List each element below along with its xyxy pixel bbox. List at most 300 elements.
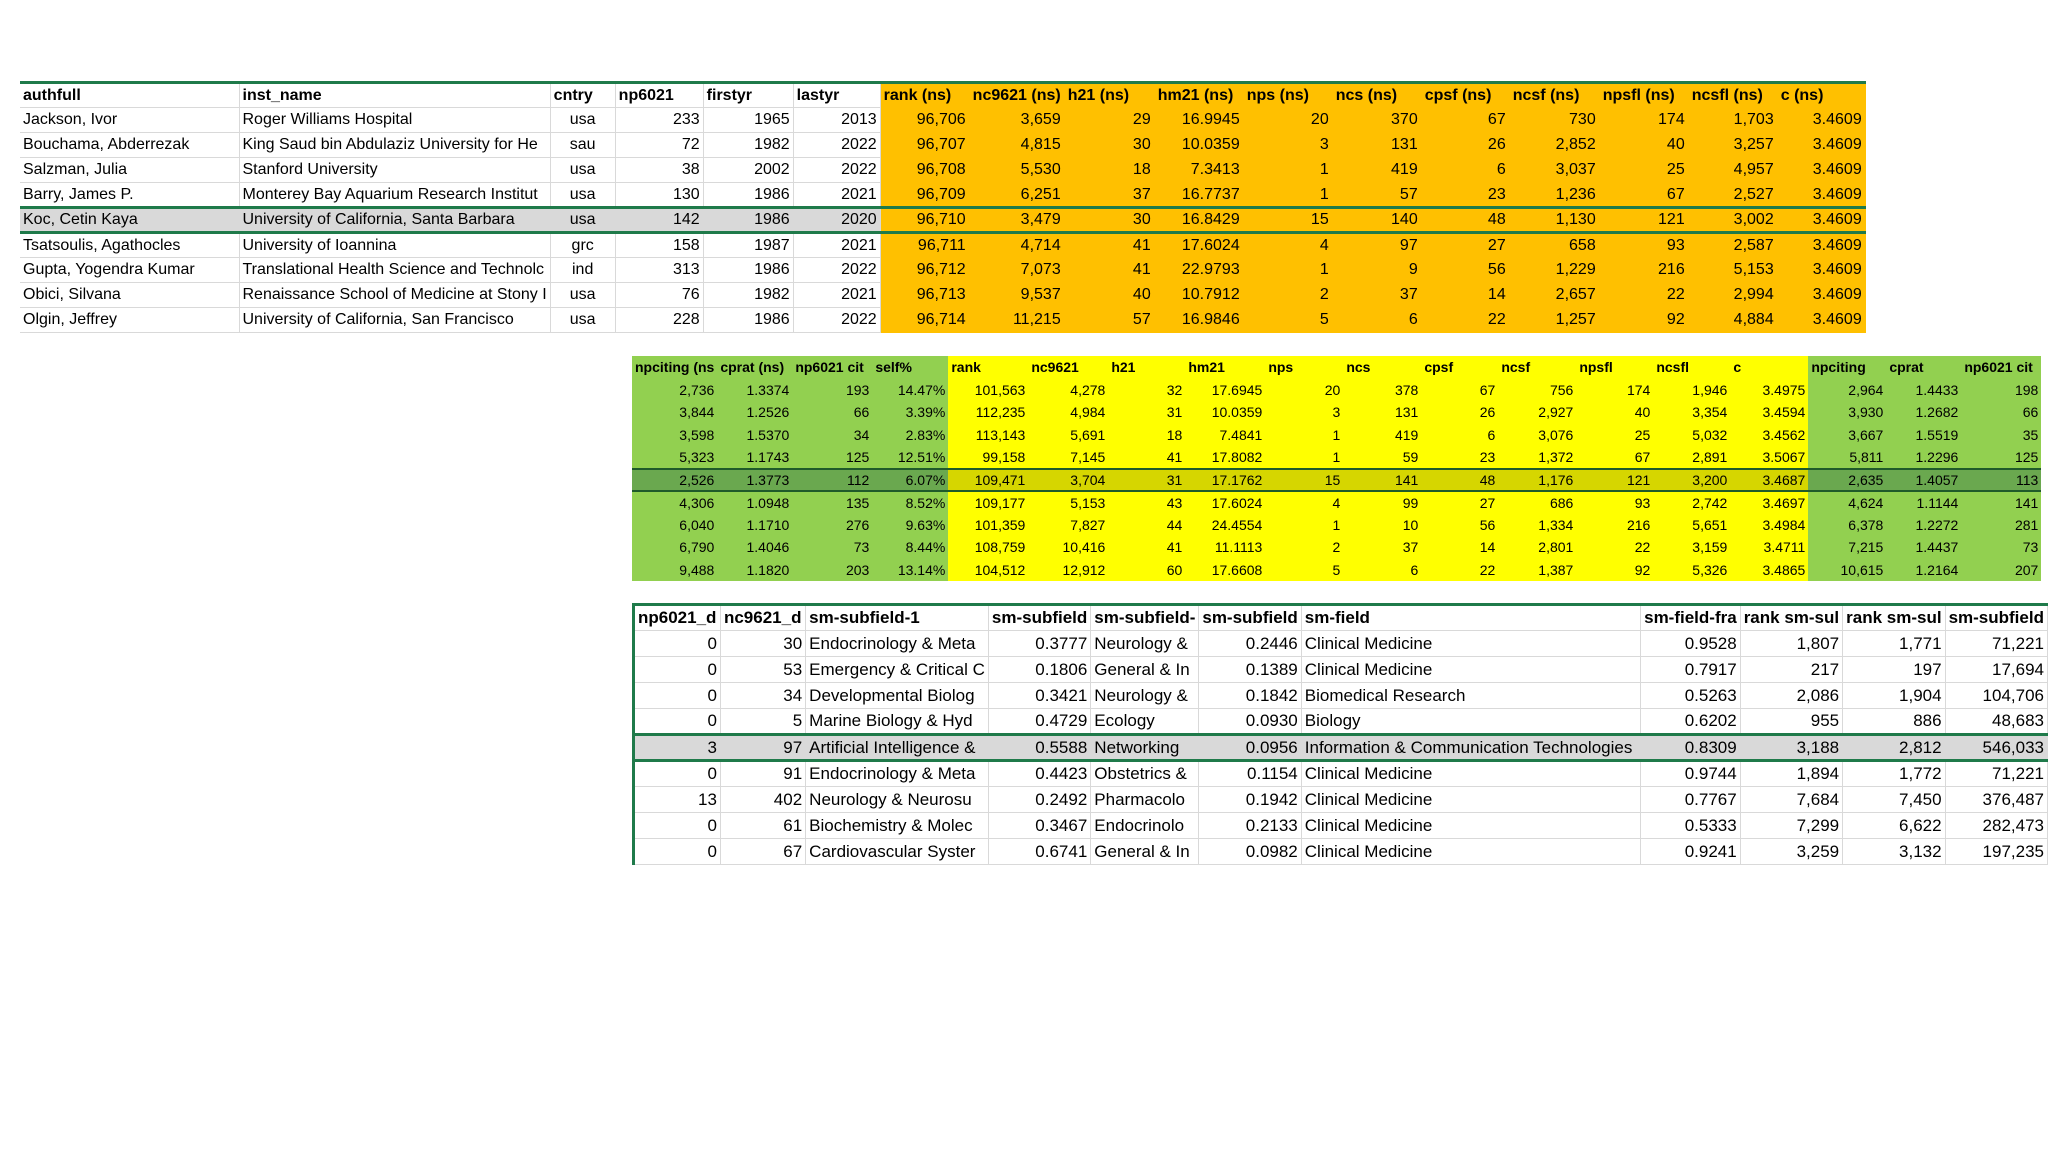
table-cell[interactable]: 125 (792, 446, 872, 469)
table-row[interactable] (20, 258, 1865, 283)
table-cell[interactable]: 26 (1421, 133, 1509, 158)
table-cell[interactable]: 1.0948 (717, 491, 792, 514)
table-cell[interactable]: 3.4609 (1777, 283, 1865, 308)
column-header[interactable]: c (1730, 356, 1808, 379)
table-cell[interactable]: 96,714 (880, 308, 969, 333)
table-cell[interactable]: 1.1710 (717, 514, 792, 537)
table-cell[interactable]: 2013 (793, 108, 880, 133)
table-cell[interactable]: 16.9846 (1154, 308, 1243, 333)
table-cell[interactable]: Monterey Bay Aquarium Research Institut (239, 183, 550, 208)
table-cell[interactable]: Olgin, Jeffrey (20, 308, 239, 333)
column-header[interactable]: nps (ns) (1243, 83, 1332, 108)
table-cell[interactable]: Clinical Medicine (1301, 657, 1640, 683)
column-header[interactable]: rank (ns) (880, 83, 969, 108)
table-cell[interactable]: Clinical Medicine (1301, 761, 1640, 787)
table-cell[interactable]: usa (550, 183, 615, 208)
table-cell[interactable]: 4,957 (1688, 158, 1777, 183)
table-cell[interactable]: 1,703 (1688, 108, 1777, 133)
table-cell[interactable]: 48,683 (1945, 709, 2047, 735)
table-cell[interactable]: 131 (1332, 133, 1421, 158)
table-cell[interactable]: 2020 (793, 208, 880, 233)
table-row[interactable] (632, 424, 2041, 447)
table-cell[interactable]: 101,563 (948, 379, 1028, 402)
table-cell[interactable]: 4 (1243, 233, 1332, 258)
table-cell[interactable]: Clinical Medicine (1301, 813, 1640, 839)
table-cell[interactable]: 955 (1740, 709, 1842, 735)
table-cell[interactable]: 20 (1265, 379, 1343, 402)
table-cell[interactable]: 3 (634, 735, 721, 761)
table-cell[interactable]: 2022 (793, 158, 880, 183)
table-cell[interactable]: 135 (792, 491, 872, 514)
table-cell[interactable]: 0.0982 (1199, 839, 1301, 865)
table-cell[interactable]: 5,651 (1653, 514, 1730, 537)
table-cell[interactable]: 3,037 (1509, 158, 1599, 183)
table-cell[interactable]: 60 (1108, 559, 1185, 582)
column-header[interactable]: sm-field-fra (1641, 605, 1741, 631)
table-cell[interactable]: Pharmacolo (1091, 787, 1199, 813)
table-cell[interactable]: 2 (1265, 536, 1343, 559)
table-cell[interactable]: 104,512 (948, 559, 1028, 582)
table-cell[interactable]: 174 (1599, 108, 1688, 133)
table-cell[interactable]: 0.4423 (988, 761, 1090, 787)
table-cell[interactable]: 17,694 (1945, 657, 2047, 683)
table-cell[interactable]: Renaissance School of Medicine at Stony I (239, 283, 550, 308)
table-cell[interactable]: 0.0956 (1199, 735, 1301, 761)
table-cell[interactable]: 109,177 (948, 491, 1028, 514)
table-cell[interactable]: 3,188 (1740, 735, 1842, 761)
column-header[interactable]: sm-subfield-1 (806, 605, 989, 631)
table-cell[interactable]: Obici, Silvana (20, 283, 239, 308)
table-cell[interactable]: 67 (1421, 379, 1498, 402)
table-cell[interactable]: 3,844 (632, 401, 717, 424)
table-cell[interactable]: Developmental Biolog (806, 683, 989, 709)
table-cell[interactable]: Barry, James P. (20, 183, 239, 208)
table-row[interactable] (634, 683, 2048, 709)
table-cell[interactable]: 61 (720, 813, 805, 839)
table-row[interactable] (20, 308, 1865, 333)
table-row[interactable] (634, 709, 2048, 735)
table-cell[interactable]: 17.6945 (1185, 379, 1265, 402)
table-cell[interactable]: 198 (1961, 379, 2041, 402)
table-cell[interactable]: 313 (615, 258, 703, 283)
table-cell[interactable]: 7,450 (1843, 787, 1945, 813)
table-cell[interactable]: 16.7737 (1154, 183, 1243, 208)
table-cell[interactable]: 31 (1108, 469, 1185, 492)
table-cell[interactable]: 216 (1576, 514, 1653, 537)
table-cell[interactable]: 99 (1343, 491, 1421, 514)
table-cell[interactable]: Endocrinolo (1091, 813, 1199, 839)
table-cell[interactable]: 3,259 (1740, 839, 1842, 865)
table-cell[interactable]: 378 (1343, 379, 1421, 402)
table-cell[interactable]: 217 (1740, 657, 1842, 683)
column-header[interactable]: sm-field (1301, 605, 1640, 631)
column-header[interactable]: cpsf (ns) (1421, 83, 1509, 108)
table-cell[interactable]: 109,471 (948, 469, 1028, 492)
table-cell[interactable]: 2,891 (1653, 446, 1730, 469)
table-cell[interactable]: 3,354 (1653, 401, 1730, 424)
table-cell[interactable]: 1,229 (1509, 258, 1599, 283)
table-row[interactable] (632, 446, 2041, 469)
table-cell[interactable]: 4 (1265, 491, 1343, 514)
table-row[interactable] (634, 631, 2048, 657)
table-cell[interactable]: 1982 (703, 283, 793, 308)
table-cell[interactable]: 4,714 (969, 233, 1064, 258)
table-cell[interactable]: 2022 (793, 308, 880, 333)
table-cell[interactable]: Neurology & Neurosu (806, 787, 989, 813)
table-cell[interactable]: Biology (1301, 709, 1640, 735)
table-cell[interactable]: Koc, Cetin Kaya (20, 208, 239, 233)
table-cell[interactable]: Gupta, Yogendra Kumar (20, 258, 239, 283)
table-row[interactable] (634, 787, 2048, 813)
table-cell[interactable]: 0.5333 (1641, 813, 1741, 839)
table-cell[interactable]: 5,530 (969, 158, 1064, 183)
table-cell[interactable]: Bouchama, Abderrezak (20, 133, 239, 158)
table-cell[interactable]: 5 (1265, 559, 1343, 582)
table-cell[interactable]: Tsatsoulis, Agathocles (20, 233, 239, 258)
table-cell[interactable]: 13.14% (872, 559, 948, 582)
table-cell[interactable]: 113,143 (948, 424, 1028, 447)
table-cell[interactable]: 0.2492 (988, 787, 1090, 813)
table-cell[interactable]: King Saud bin Abdulaziz University for He (239, 133, 550, 158)
table-cell[interactable]: 37 (1343, 536, 1421, 559)
table-cell[interactable]: 14.47% (872, 379, 948, 402)
table-cell[interactable]: 22 (1599, 283, 1688, 308)
table-cell[interactable]: 67 (1599, 183, 1688, 208)
table-cell[interactable]: 96,711 (880, 233, 969, 258)
table-cell[interactable]: 15 (1265, 469, 1343, 492)
table-cell[interactable]: Salzman, Julia (20, 158, 239, 183)
table-cell[interactable]: 18 (1108, 424, 1185, 447)
table-cell[interactable]: 3.4687 (1730, 469, 1808, 492)
table-cell[interactable]: 419 (1332, 158, 1421, 183)
table-cell[interactable]: 1986 (703, 308, 793, 333)
table-cell[interactable]: 0.6202 (1641, 709, 1741, 735)
column-header[interactable]: nps (1265, 356, 1343, 379)
table-cell[interactable]: Clinical Medicine (1301, 839, 1640, 865)
table-cell[interactable]: 56 (1421, 258, 1509, 283)
table-cell[interactable]: 1,176 (1498, 469, 1576, 492)
table-cell[interactable]: 1,772 (1843, 761, 1945, 787)
table-cell[interactable]: 3.39% (872, 401, 948, 424)
table-cell[interactable]: 4,306 (632, 491, 717, 514)
table-cell[interactable]: 3,704 (1028, 469, 1108, 492)
table-cell[interactable]: 96,706 (880, 108, 969, 133)
table-cell[interactable]: 1.3773 (717, 469, 792, 492)
table-cell[interactable]: 1,257 (1509, 308, 1599, 333)
table-row[interactable] (632, 491, 2041, 514)
table-cell[interactable]: 3.4562 (1730, 424, 1808, 447)
table-cell[interactable]: 6,622 (1843, 813, 1945, 839)
table-cell[interactable]: 40 (1064, 283, 1154, 308)
table-cell[interactable]: 35 (1961, 424, 2041, 447)
column-header[interactable]: npsfl (ns) (1599, 83, 1688, 108)
table-cell[interactable]: 1 (1265, 514, 1343, 537)
table-cell[interactable]: 6,790 (632, 536, 717, 559)
table-cell[interactable]: 1,236 (1509, 183, 1599, 208)
column-header[interactable]: nc9621 (1028, 356, 1108, 379)
table-cell[interactable]: 0 (634, 813, 721, 839)
table-cell[interactable]: 73 (792, 536, 872, 559)
table-cell[interactable]: 3.4609 (1777, 233, 1865, 258)
table-cell[interactable]: 17.6608 (1185, 559, 1265, 582)
table-cell[interactable]: 6 (1421, 424, 1498, 447)
table-cell[interactable]: 3.4865 (1730, 559, 1808, 582)
table-cell[interactable]: 20 (1243, 108, 1332, 133)
table-cell[interactable]: usa (550, 208, 615, 233)
table-cell[interactable]: 93 (1599, 233, 1688, 258)
table-cell[interactable]: 17.6024 (1185, 491, 1265, 514)
table-cell[interactable]: 53 (720, 657, 805, 683)
table-cell[interactable]: 96,710 (880, 208, 969, 233)
table-cell[interactable]: 2,812 (1843, 735, 1945, 761)
table-cell[interactable]: 130 (615, 183, 703, 208)
table-cell[interactable]: 3.5067 (1730, 446, 1808, 469)
table-cell[interactable]: 1 (1265, 424, 1343, 447)
table-cell[interactable]: 2,086 (1740, 683, 1842, 709)
table-cell[interactable]: 1,946 (1653, 379, 1730, 402)
table-cell[interactable]: 4,815 (969, 133, 1064, 158)
table-cell[interactable]: 5,326 (1653, 559, 1730, 582)
column-header[interactable]: npciting (1808, 356, 1886, 379)
column-header[interactable]: cpsf (1421, 356, 1498, 379)
column-header[interactable]: ncsfl (1653, 356, 1730, 379)
table-cell[interactable]: 41 (1108, 536, 1185, 559)
table-cell[interactable]: 76 (615, 283, 703, 308)
table-cell[interactable]: 1,334 (1498, 514, 1576, 537)
table-cell[interactable]: 29 (1064, 108, 1154, 133)
table-cell[interactable]: Networking (1091, 735, 1199, 761)
table-cell[interactable]: 40 (1576, 401, 1653, 424)
column-header[interactable]: cprat (ns) (717, 356, 792, 379)
table-cell[interactable]: 4,884 (1688, 308, 1777, 333)
table-cell[interactable]: 3,659 (969, 108, 1064, 133)
table-cell[interactable]: 2,587 (1688, 233, 1777, 258)
table-cell[interactable]: 97 (720, 735, 805, 761)
table-cell[interactable]: 10.0359 (1154, 133, 1243, 158)
table-cell[interactable]: 1.4437 (1886, 536, 1961, 559)
table-row[interactable] (20, 133, 1865, 158)
table-cell[interactable]: 1.1820 (717, 559, 792, 582)
table-cell[interactable]: 23 (1421, 183, 1509, 208)
table-cell[interactable]: 131 (1343, 401, 1421, 424)
table-cell[interactable]: 2021 (793, 283, 880, 308)
table-cell[interactable]: 5,153 (1028, 491, 1108, 514)
table-cell[interactable]: 11,215 (969, 308, 1064, 333)
table-cell[interactable]: General & In (1091, 839, 1199, 865)
table-cell[interactable]: 13 (634, 787, 721, 813)
table-cell[interactable]: 17.8082 (1185, 446, 1265, 469)
table-cell[interactable]: 203 (792, 559, 872, 582)
table-cell[interactable]: 6,251 (969, 183, 1064, 208)
table-row[interactable] (634, 735, 2048, 761)
table-cell[interactable]: 1,771 (1843, 631, 1945, 657)
table-cell[interactable]: 30 (1064, 208, 1154, 233)
table-cell[interactable]: 7,827 (1028, 514, 1108, 537)
table-cell[interactable]: 4,624 (1808, 491, 1886, 514)
table-cell[interactable]: 3.4609 (1777, 308, 1865, 333)
table-cell[interactable]: 3,667 (1808, 424, 1886, 447)
column-header[interactable]: c (ns) (1777, 83, 1865, 108)
table-cell[interactable]: 1.2526 (717, 401, 792, 424)
table-cell[interactable]: 7.4841 (1185, 424, 1265, 447)
table-cell[interactable]: 59 (1343, 446, 1421, 469)
table-row[interactable] (634, 657, 2048, 683)
column-header[interactable]: ncsf (1498, 356, 1576, 379)
column-header[interactable]: ncsfl (ns) (1688, 83, 1777, 108)
table-cell[interactable]: 1.4433 (1886, 379, 1961, 402)
table-cell[interactable]: 0.2446 (1199, 631, 1301, 657)
table-cell[interactable]: 1,130 (1509, 208, 1599, 233)
table-cell[interactable]: 15 (1243, 208, 1332, 233)
table-cell[interactable]: 2022 (793, 133, 880, 158)
table-cell[interactable]: 9,488 (632, 559, 717, 582)
table-cell[interactable]: 0.1942 (1199, 787, 1301, 813)
table-cell[interactable]: 2.83% (872, 424, 948, 447)
table-cell[interactable]: 730 (1509, 108, 1599, 133)
table-cell[interactable]: 5,691 (1028, 424, 1108, 447)
table-cell[interactable]: 16.8429 (1154, 208, 1243, 233)
table-cell[interactable]: 38 (615, 158, 703, 183)
column-header[interactable]: authfull (20, 83, 239, 108)
table-cell[interactable]: 1.2682 (1886, 401, 1961, 424)
table-cell[interactable]: 121 (1599, 208, 1688, 233)
table-cell[interactable]: 27 (1421, 491, 1498, 514)
table-cell[interactable]: 92 (1576, 559, 1653, 582)
table-cell[interactable]: 276 (792, 514, 872, 537)
table-row[interactable] (632, 379, 2041, 402)
table-cell[interactable]: 2,635 (1808, 469, 1886, 492)
table-cell[interactable]: 3.4594 (1730, 401, 1808, 424)
column-header[interactable]: np6021 cit (792, 356, 872, 379)
table-cell[interactable]: 3.4609 (1777, 158, 1865, 183)
table-cell[interactable]: 26 (1421, 401, 1498, 424)
table-cell[interactable]: Translational Health Science and Technolc (239, 258, 550, 283)
table-cell[interactable]: 2,964 (1808, 379, 1886, 402)
table-cell[interactable]: 3.4984 (1730, 514, 1808, 537)
table-cell[interactable]: 93 (1576, 491, 1653, 514)
table-cell[interactable]: 57 (1332, 183, 1421, 208)
table-cell[interactable]: 1,904 (1843, 683, 1945, 709)
table-cell[interactable]: 0 (634, 839, 721, 865)
table-cell[interactable]: University of California, San Francisco (239, 308, 550, 333)
table-cell[interactable]: 686 (1498, 491, 1576, 514)
table-cell[interactable]: 0.0930 (1199, 709, 1301, 735)
column-header[interactable]: sm-subfield (1199, 605, 1301, 631)
table-row[interactable] (632, 559, 2041, 582)
table-cell[interactable]: 0.1389 (1199, 657, 1301, 683)
table-cell[interactable]: 7,215 (1808, 536, 1886, 559)
table-cell[interactable]: 197,235 (1945, 839, 2047, 865)
table-cell[interactable]: 57 (1064, 308, 1154, 333)
column-header[interactable]: npsfl (1576, 356, 1653, 379)
table-cell[interactable]: 0.5263 (1641, 683, 1741, 709)
table-cell[interactable]: 0.9528 (1641, 631, 1741, 657)
table-cell[interactable]: 282,473 (1945, 813, 2047, 839)
table-cell[interactable]: 2022 (793, 258, 880, 283)
table-cell[interactable]: 67 (1576, 446, 1653, 469)
table-cell[interactable]: 1.3374 (717, 379, 792, 402)
table-cell[interactable]: 22 (1421, 559, 1498, 582)
table-cell[interactable]: University of Ioannina (239, 233, 550, 258)
table-cell[interactable]: 3,132 (1843, 839, 1945, 865)
table-cell[interactable]: 66 (792, 401, 872, 424)
table-cell[interactable]: 108,759 (948, 536, 1028, 559)
column-header[interactable]: cprat (1886, 356, 1961, 379)
table-cell[interactable]: 2,994 (1688, 283, 1777, 308)
column-header[interactable]: rank sm-sul (1843, 605, 1945, 631)
table-cell[interactable]: 5,153 (1688, 258, 1777, 283)
table-cell[interactable]: 10,416 (1028, 536, 1108, 559)
table-cell[interactable]: 0 (634, 657, 721, 683)
table-cell[interactable]: 1,807 (1740, 631, 1842, 657)
table-cell[interactable]: 56 (1421, 514, 1498, 537)
table-cell[interactable]: ind (550, 258, 615, 283)
table-cell[interactable]: 17.1762 (1185, 469, 1265, 492)
table-cell[interactable]: 756 (1498, 379, 1576, 402)
column-header[interactable]: npciting (ns (632, 356, 717, 379)
table-cell[interactable]: 10.0359 (1185, 401, 1265, 424)
table-cell[interactable]: grc (550, 233, 615, 258)
table-cell[interactable]: 142 (615, 208, 703, 233)
table-cell[interactable]: 5 (720, 709, 805, 735)
table-cell[interactable]: 8.52% (872, 491, 948, 514)
table-cell[interactable]: 9.63% (872, 514, 948, 537)
table-cell[interactable]: 6,378 (1808, 514, 1886, 537)
table-row[interactable] (632, 514, 2041, 537)
table-cell[interactable]: 17.6024 (1154, 233, 1243, 258)
table-cell[interactable]: 1986 (703, 258, 793, 283)
table-cell[interactable]: 0.1806 (988, 657, 1090, 683)
table-cell[interactable]: 216 (1599, 258, 1688, 283)
column-header[interactable]: np6021_d (634, 605, 721, 631)
table-cell[interactable]: 113 (1961, 469, 2041, 492)
table-cell[interactable]: 0.1154 (1199, 761, 1301, 787)
table-cell[interactable]: 0.7767 (1641, 787, 1741, 813)
table-cell[interactable]: 11.1113 (1185, 536, 1265, 559)
table-row[interactable] (632, 469, 2041, 492)
table-cell[interactable]: 1.2272 (1886, 514, 1961, 537)
table-cell[interactable]: Jackson, Ivor (20, 108, 239, 133)
table-cell[interactable]: 0.4729 (988, 709, 1090, 735)
table-cell[interactable]: 96,707 (880, 133, 969, 158)
table-cell[interactable]: Roger Williams Hospital (239, 108, 550, 133)
table-cell[interactable]: 125 (1961, 446, 2041, 469)
table-cell[interactable]: 2021 (793, 233, 880, 258)
table-cell[interactable]: 24.4554 (1185, 514, 1265, 537)
table-cell[interactable]: 44 (1108, 514, 1185, 537)
table-cell[interactable]: Biochemistry & Molec (806, 813, 989, 839)
table-cell[interactable]: 3,930 (1808, 401, 1886, 424)
table-cell[interactable]: 71,221 (1945, 761, 2047, 787)
table-cell[interactable]: 2,736 (632, 379, 717, 402)
table-cell[interactable]: 112,235 (948, 401, 1028, 424)
table-cell[interactable]: 0 (634, 683, 721, 709)
table-cell[interactable]: 1.2296 (1886, 446, 1961, 469)
table-cell[interactable]: 197 (1843, 657, 1945, 683)
table-cell[interactable]: 7,073 (969, 258, 1064, 283)
table-cell[interactable]: Artificial Intelligence & (806, 735, 989, 761)
table-cell[interactable]: 25 (1576, 424, 1653, 447)
table-cell[interactable]: 0 (634, 761, 721, 787)
table-cell[interactable]: 9,537 (969, 283, 1064, 308)
table-cell[interactable]: 101,359 (948, 514, 1028, 537)
table-cell[interactable]: 3.4609 (1777, 183, 1865, 208)
table-cell[interactable]: 141 (1961, 491, 2041, 514)
table-cell[interactable]: 1.5519 (1886, 424, 1961, 447)
table-cell[interactable]: 22.9793 (1154, 258, 1243, 283)
table-cell[interactable]: Stanford University (239, 158, 550, 183)
table-cell[interactable]: 2002 (703, 158, 793, 183)
